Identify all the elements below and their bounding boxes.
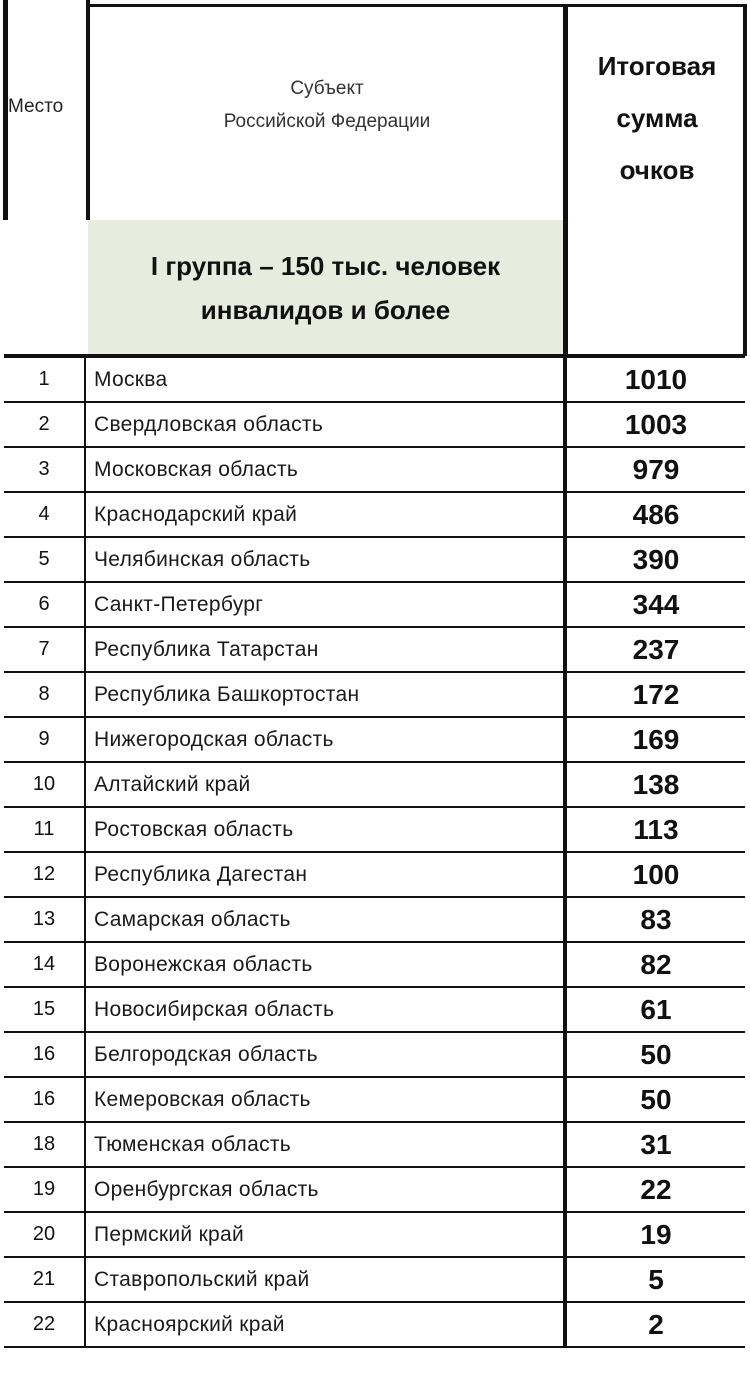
table-row [4, 1302, 745, 1347]
region-header-line2: Российской Федерации [223, 111, 431, 132]
place-cell: 10 [4, 762, 85, 807]
place-cell: 4 [4, 492, 85, 537]
region-cell: Алтайский край [85, 762, 565, 807]
region-cell: Самарская область [85, 897, 565, 942]
table-row [4, 402, 745, 447]
score-cell: 1010 [565, 356, 745, 402]
place-cell: 11 [4, 807, 85, 852]
place-cell: 5 [4, 537, 85, 582]
table-row [4, 1032, 745, 1077]
table-row [4, 356, 745, 402]
score-cell: 237 [565, 627, 745, 672]
table-row [4, 762, 745, 807]
score-cell: 50 [565, 1032, 745, 1077]
group-title-line1: I группа – 150 тыс. человек [150, 251, 501, 281]
table-row [4, 582, 745, 627]
place-cell: 16 [4, 1077, 85, 1122]
region-cell: Санкт-Петербург [85, 582, 565, 627]
region-cell: Республика Татарстан [85, 627, 565, 672]
score-cell: 2 [565, 1302, 745, 1347]
table-row [4, 807, 745, 852]
score-cell: 113 [565, 807, 745, 852]
region-cell: Ростовская область [85, 807, 565, 852]
table-row [4, 1122, 745, 1167]
region-cell: Белгородская область [85, 1032, 565, 1077]
score-cell: 22 [565, 1167, 745, 1212]
score-cell: 1003 [565, 402, 745, 447]
table-row [4, 852, 745, 897]
header-top-rule [86, 4, 746, 7]
place-cell: 14 [4, 942, 85, 987]
score-header-line1: Итоговая [597, 51, 717, 81]
place-cell: 2 [4, 402, 85, 447]
score-header-line3: очков [619, 155, 695, 185]
place-cell: 3 [4, 447, 85, 492]
place-cell: 22 [4, 1302, 85, 1347]
score-cell: 344 [565, 582, 745, 627]
score-header-line2: сумма [616, 103, 698, 133]
region-cell: Московская область [85, 447, 565, 492]
score-column-header [568, 40, 746, 196]
place-cell: 12 [4, 852, 85, 897]
score-cell: 172 [565, 672, 745, 717]
score-cell: 979 [565, 447, 745, 492]
score-cell: 61 [565, 987, 745, 1032]
place-cell: 7 [4, 627, 85, 672]
score-cell: 19 [565, 1212, 745, 1257]
place-cell: 20 [4, 1212, 85, 1257]
region-cell: Воронежская область [85, 942, 565, 987]
place-cell: 1 [4, 356, 85, 402]
region-cell: Тюменская область [85, 1122, 565, 1167]
table-row [4, 1212, 745, 1257]
place-cell: 21 [4, 1257, 85, 1302]
score-cell: 138 [565, 762, 745, 807]
region-cell: Красноярский край [85, 1302, 565, 1347]
region-cell: Челябинская область [85, 537, 565, 582]
region-cell: Республика Дагестан [85, 852, 565, 897]
table-row [4, 492, 745, 537]
score-cell: 169 [565, 717, 745, 762]
place-cell: 19 [4, 1167, 85, 1212]
score-cell: 31 [565, 1122, 745, 1167]
region-cell: Краснодарский край [85, 492, 565, 537]
score-cell: 100 [565, 852, 745, 897]
table-row [4, 717, 745, 762]
place-cell: 18 [4, 1122, 85, 1167]
group-title [88, 244, 563, 332]
place-cell: 15 [4, 987, 85, 1032]
score-cell: 5 [565, 1257, 745, 1302]
ranking-table [4, 354, 745, 1348]
place-cell: 6 [4, 582, 85, 627]
region-cell: Республика Башкортостан [85, 672, 565, 717]
table-row [4, 987, 745, 1032]
table-row [4, 627, 745, 672]
place-cell: 13 [4, 897, 85, 942]
score-cell: 82 [565, 942, 745, 987]
region-cell: Новосибирская область [85, 987, 565, 1032]
score-cell: 50 [565, 1077, 745, 1122]
place-cell: 9 [4, 717, 85, 762]
region-cell: Оренбургская область [85, 1167, 565, 1212]
group-title-line2: инвалидов и более [200, 295, 451, 325]
region-cell: Пермский край [85, 1212, 565, 1257]
score-cell: 486 [565, 492, 745, 537]
region-cell: Свердловская область [85, 402, 565, 447]
table-row [4, 447, 745, 492]
region-column-header [92, 72, 562, 138]
region-cell: Ставропольский край [85, 1257, 565, 1302]
table-row [4, 942, 745, 987]
table-row [4, 897, 745, 942]
table-row [4, 1077, 745, 1122]
place-cell: 16 [4, 1032, 85, 1077]
table-row [4, 1257, 745, 1302]
place-cell: 8 [4, 672, 85, 717]
table-row [4, 1167, 745, 1212]
region-cell: Нижегородская область [85, 717, 565, 762]
table-row [4, 537, 745, 582]
region-cell: Кемеровская область [85, 1077, 565, 1122]
place-column-header: Место [8, 96, 64, 117]
region-cell: Москва [85, 356, 565, 402]
score-cell: 390 [565, 537, 745, 582]
score-cell: 83 [565, 897, 745, 942]
region-header-line1: Субъект [290, 78, 364, 99]
table-row [4, 672, 745, 717]
